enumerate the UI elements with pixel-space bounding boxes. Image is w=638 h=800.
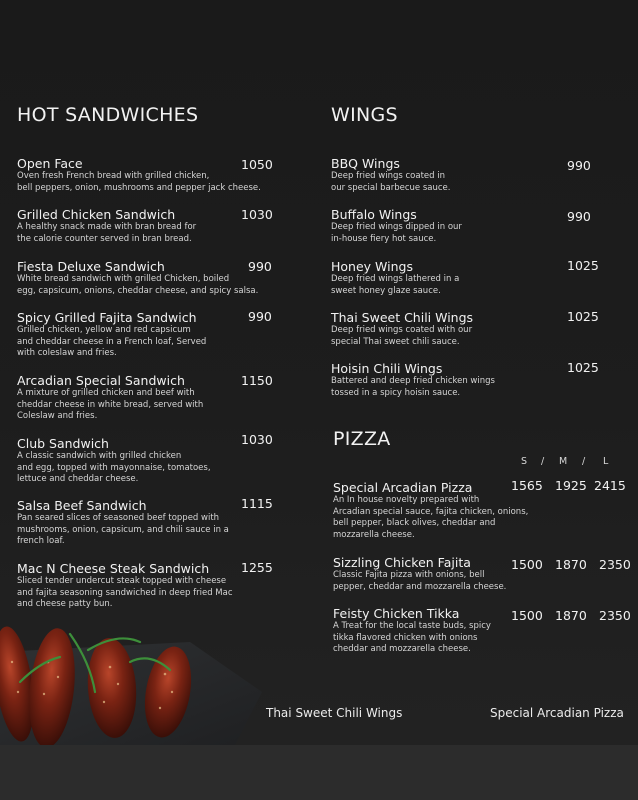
item-name: BBQ Wings xyxy=(331,156,400,171)
item-price: 1050 xyxy=(241,157,273,172)
item-price: 990 xyxy=(248,259,272,274)
item-name: Mac N Cheese Steak Sandwich xyxy=(17,561,210,576)
menu-item xyxy=(17,156,261,194)
item-description: A mixture of grilled chicken and beef with cheddar cheese in white bread, served with Coleslaw and fries. xyxy=(17,388,204,421)
item-name: Buffalo Wings xyxy=(331,207,417,222)
item-price: 990 xyxy=(248,309,272,324)
price-large: 2415 xyxy=(594,478,626,493)
menu-item xyxy=(17,310,206,360)
price-small: 1500 xyxy=(511,608,543,623)
price-medium: 1925 xyxy=(555,478,587,493)
item-price: 1030 xyxy=(241,207,273,222)
item-description: Oven fresh French bread with grilled chicken, bell peppers, onion, mushrooms and pepper jack cheese. xyxy=(17,171,261,193)
item-name: Salsa Beef Sandwich xyxy=(17,498,147,513)
price-large: 2350 xyxy=(599,557,631,572)
item-price: 1255 xyxy=(241,560,273,575)
wings-photo xyxy=(0,622,262,745)
item-description: Sliced tender undercut steak topped with cheese and fajita seasoning sandwiched in deep fried Mac and cheese patty bun. xyxy=(17,576,233,609)
bottom-strip xyxy=(0,745,638,800)
size-small-label: S xyxy=(521,456,528,467)
item-description: Grilled chicken, yellow and red capsicum and cheddar cheese in a French loaf, Served with coleslaw and fries. xyxy=(17,325,207,358)
size-separator: / xyxy=(582,456,586,467)
menu-item xyxy=(331,361,495,399)
menu-item xyxy=(331,259,459,297)
item-name: Sizzling Chicken Fajita xyxy=(333,555,471,570)
item-description: An In house novelty prepared with Arcadian special sauce, fajita chicken, onions, bell pepper, black olives, cheddar and mozzarella cheese. xyxy=(333,495,529,540)
menu-item xyxy=(333,555,506,593)
menu-item xyxy=(331,156,451,194)
menu-item xyxy=(331,207,462,245)
item-name: Open Face xyxy=(17,156,83,171)
menu-item xyxy=(17,373,203,423)
item-price: 1025 xyxy=(567,360,599,375)
item-name: Hoisin Chili Wings xyxy=(331,361,443,376)
item-price: 1030 xyxy=(241,432,273,447)
item-name: Grilled Chicken Sandwich xyxy=(17,207,176,222)
menu-item xyxy=(331,310,473,348)
menu-item xyxy=(333,480,528,541)
item-description: Deep fried wings dipped in our in-house fiery hot sauce. xyxy=(331,222,462,244)
hot-sandwiches-title: HOT SANDWICHES xyxy=(17,104,199,126)
price-small: 1500 xyxy=(511,557,543,572)
item-name: Thai Sweet Chili Wings xyxy=(331,310,474,325)
item-price: 1150 xyxy=(241,373,273,388)
item-name: Honey Wings xyxy=(331,259,413,274)
size-large-label: L xyxy=(603,456,609,467)
menu-item xyxy=(17,561,233,611)
menu-item xyxy=(17,498,229,548)
item-name: Feisty Chicken Tikka xyxy=(333,606,460,621)
item-name: Special Arcadian Pizza xyxy=(333,480,473,495)
item-description: Pan seared slices of seasoned beef topped with mushrooms, onion, capsicum, and chili sauce in a french loaf. xyxy=(17,513,229,546)
item-price: 1025 xyxy=(567,258,599,273)
item-description: Battered and deep fried chicken wings tossed in a spicy hoisin sauce. xyxy=(331,376,495,398)
item-description: Classic Fajita pizza with onions, bell pepper, cheddar and mozzarella cheese. xyxy=(333,570,507,592)
menu-item xyxy=(17,259,258,297)
item-name: Spicy Grilled Fajita Sandwich xyxy=(17,310,197,325)
item-price: 990 xyxy=(567,209,591,224)
price-large: 2350 xyxy=(599,608,631,623)
item-description: Deep fried wings lathered in a sweet honey glaze sauce. xyxy=(331,274,460,296)
item-description: Deep fried wings coated in our special barbecue sauce. xyxy=(331,171,451,193)
menu-item xyxy=(17,207,196,245)
menu-item xyxy=(333,606,491,656)
price-medium: 1870 xyxy=(555,557,587,572)
item-price: 1115 xyxy=(241,496,273,511)
item-description: A healthy snack made with bran bread for the calorie counter served in bran bread. xyxy=(17,222,197,244)
wings-title: WINGS xyxy=(331,104,398,126)
size-medium-label: M xyxy=(559,456,568,467)
item-price: 1025 xyxy=(567,309,599,324)
item-price: 990 xyxy=(567,158,591,173)
item-name: Club Sandwich xyxy=(17,436,109,451)
item-description: A classic sandwich with grilled chicken and egg, topped with mayonnaise, tomatoes, lettuce and cheddar cheese. xyxy=(17,451,211,484)
size-separator: / xyxy=(541,456,545,467)
pizza-photo-caption: Special Arcadian Pizza xyxy=(490,706,624,720)
item-name: Fiesta Deluxe Sandwich xyxy=(17,259,165,274)
item-description: A Treat for the local taste buds, spicy tikka flavored chicken with onions cheddar and mozzarella cheese. xyxy=(333,621,491,654)
item-description: Deep fried wings coated with our special Thai sweet chili sauce. xyxy=(331,325,473,347)
price-medium: 1870 xyxy=(555,608,587,623)
item-name: Arcadian Special Sandwich xyxy=(17,373,185,388)
wings-photo-caption: Thai Sweet Chili Wings xyxy=(266,706,403,720)
item-description: White bread sandwich with grilled Chicken, boiled egg, capsicum, onions, cheddar cheese, and spicy salsa. xyxy=(17,274,259,296)
price-small: 1565 xyxy=(511,478,543,493)
menu-item xyxy=(17,436,211,486)
pizza-title: PIZZA xyxy=(333,428,391,450)
